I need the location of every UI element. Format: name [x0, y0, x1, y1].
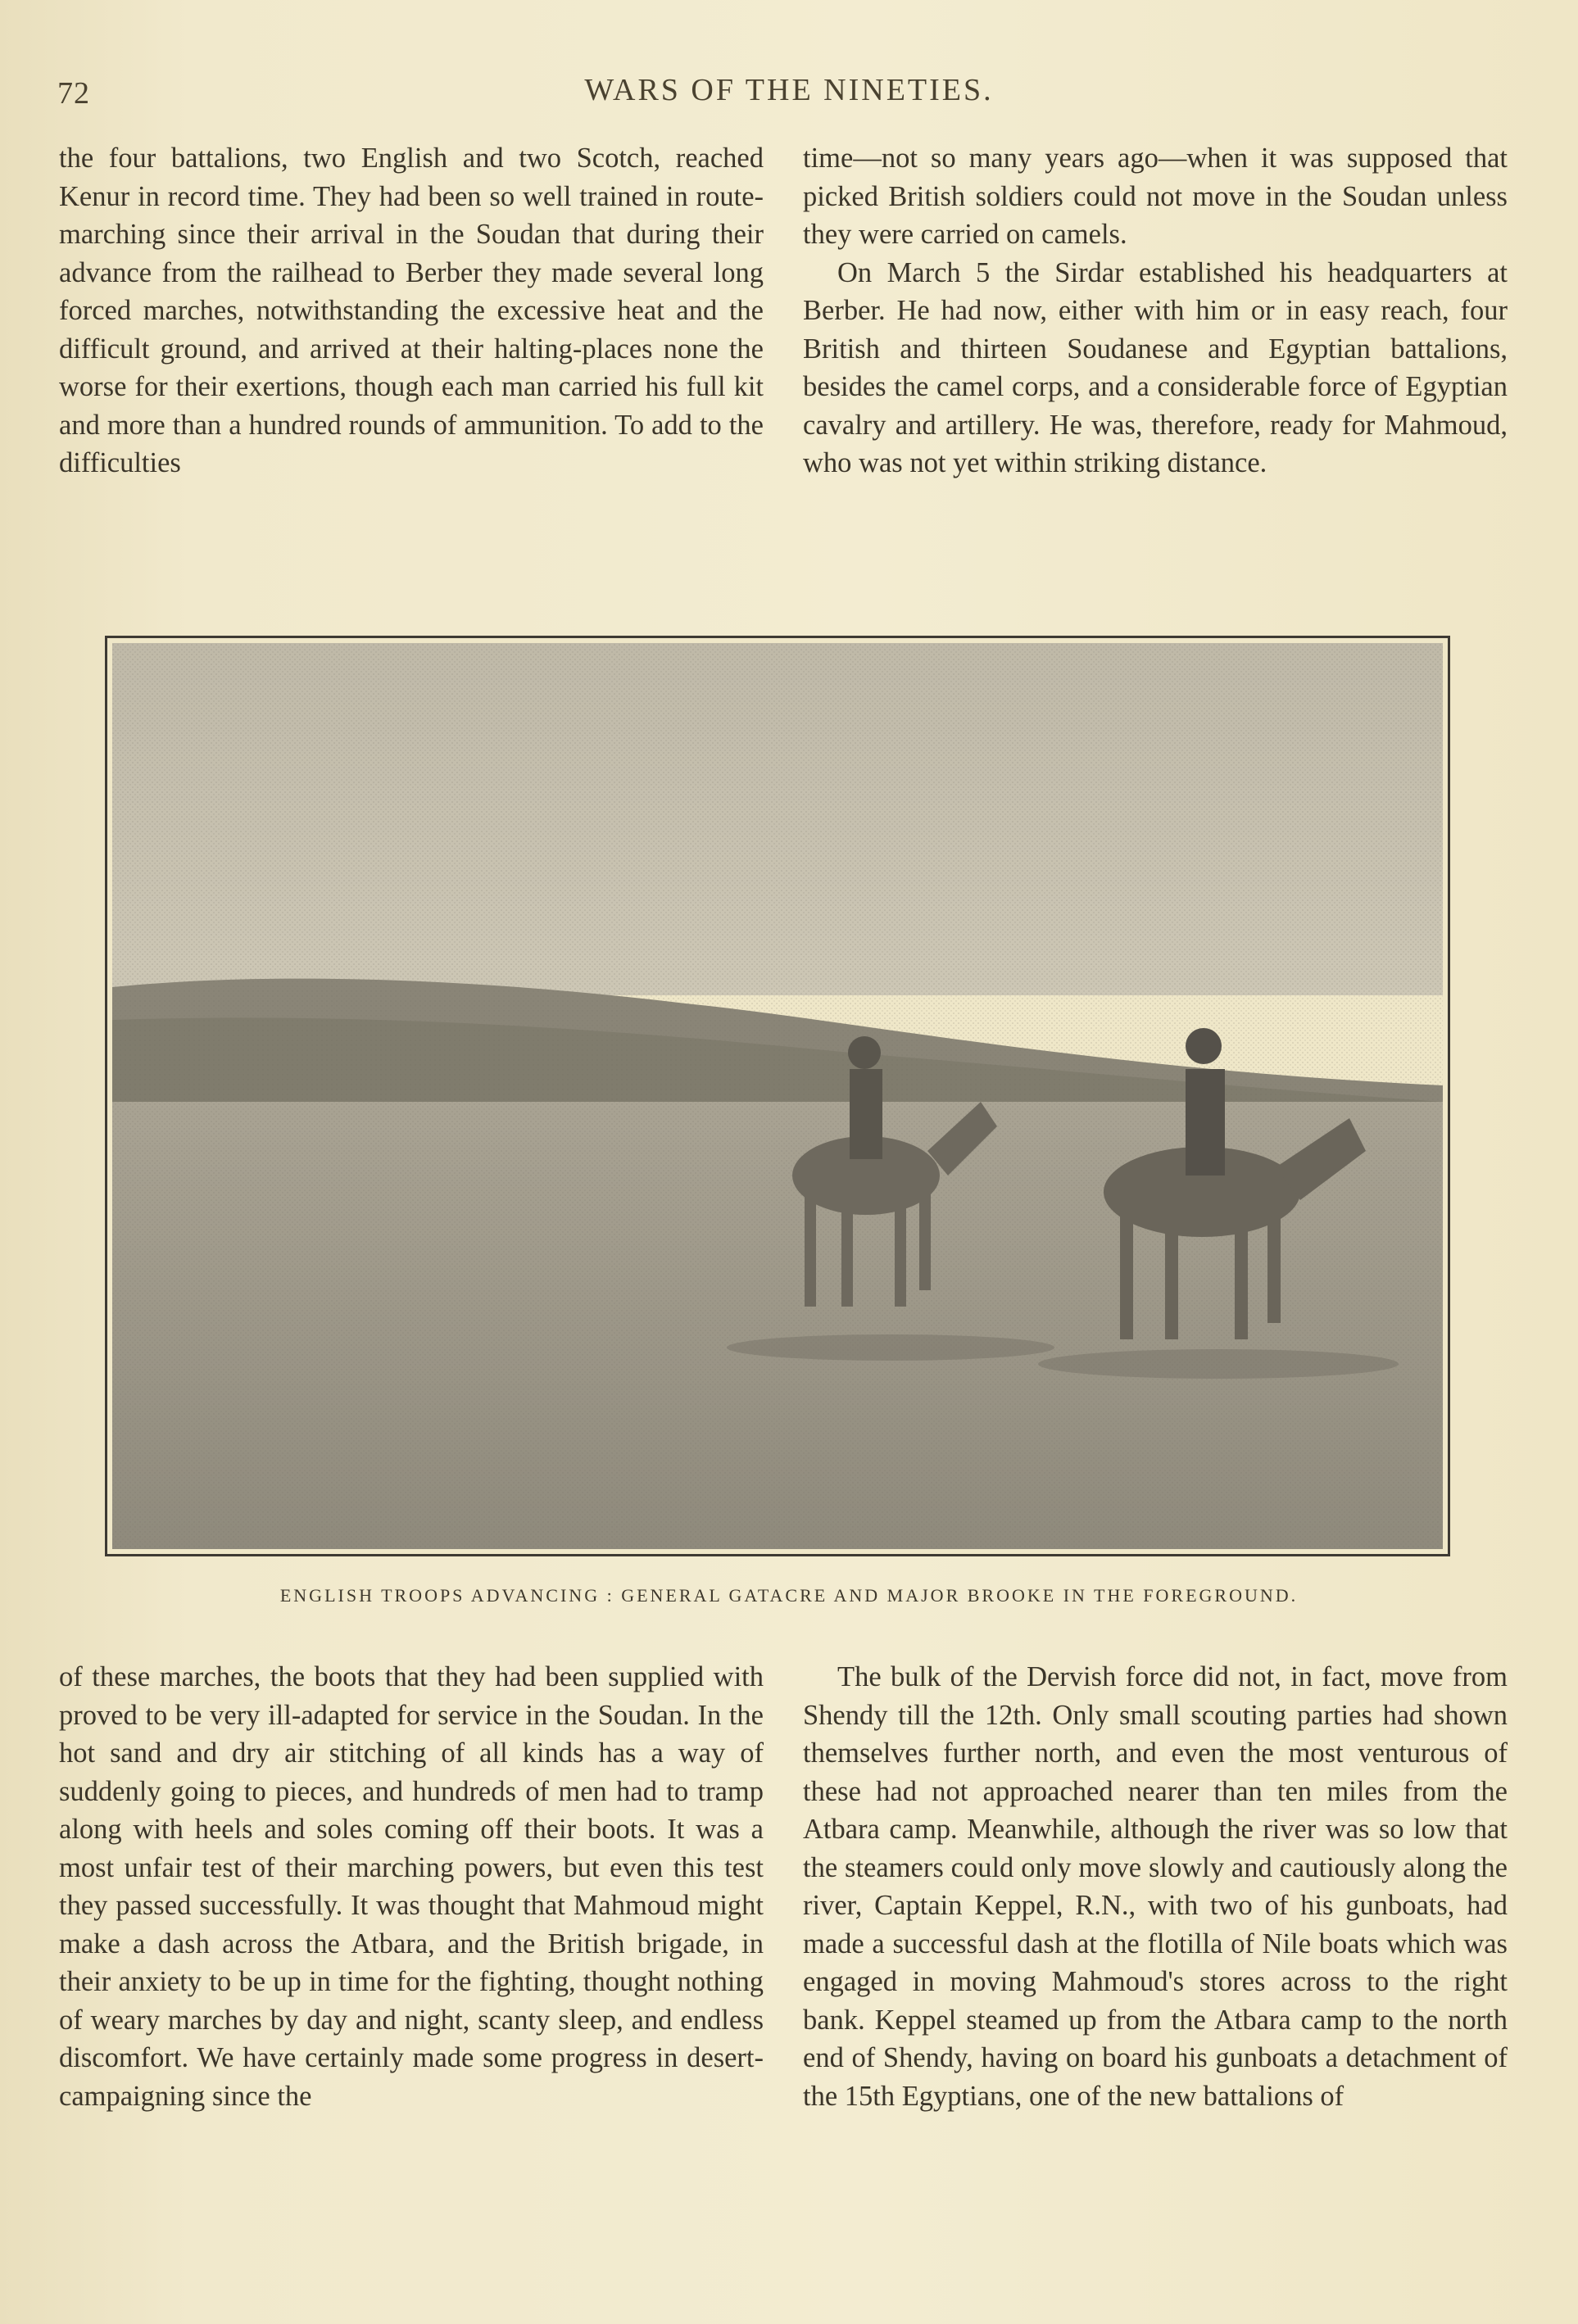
- paragraph: On March 5 the Sirdar established his headquarters at Berber. He had now, either with him or in easy reach, four British and thirteen Soudanese and Egyptian battalions, besides the camel corps, and a considerable force of Egyptian cavalry and artillery. He was, therefore, ready for Mahmoud, who was not yet within striking distance.: [803, 256, 1508, 478]
- bottom-right-column: [803, 1658, 1508, 2115]
- paragraph: of these marches, the boots that they had been supplied with proved to be very ill-adapted for service in the Soudan. In the hot sand and dry air stitching of all kinds has a way of suddenly going to pieces, and hundreds of men had to tramp along with heels and soles coming off their boots. It was a most unfair test of their marching powers, but even this test they passed successfully. It was thought that Mahmoud might make a dash across the Atbara, and the British brigade, in their anxiety to be up in time for the fighting, thought nothing of weary marches by day and night, scanty sleep, and endless discomfort. We have certainly made some progress in desert-campaigning since the: [59, 1661, 764, 2112]
- bottom-left-column: [59, 1658, 764, 2115]
- paragraph: time—not so many years ago—when it was supposed that picked British soldiers could not move in the Soudan unless they were carried on camels.: [803, 143, 1508, 250]
- troops-photograph: [112, 643, 1443, 1549]
- paragraph: the four battalions, two English and two Scotch, reached Kenur in record time. They had been so well trained in route-marching since their arrival in the Soudan that during their advance from the railhead to Berber they made several long forced marches, notwithstanding the excessive heat and the difficult ground, and arrived at their halting-places none the worse for their exertions, though each man carried his full kit and more than a hundred rounds of ammunition. To add to the difficulties: [59, 143, 764, 478]
- figure-caption: ENGLISH TROOPS ADVANCING : GENERAL GATACRE AND MAJOR BROOKE IN THE FOREGROUND.: [279, 1585, 1299, 1606]
- photograph-frame: [105, 636, 1450, 1556]
- page-number: 72: [57, 76, 90, 111]
- running-title: WARS OF THE NINETIES.: [584, 73, 994, 107]
- top-right-column: [803, 139, 1508, 482]
- top-left-column: [59, 139, 764, 482]
- paragraph: The bulk of the Dervish force did not, in fact, move from Shendy till the 12th. Only small scouting parties had shown themselves further north, and even the most venturous of these had not approached nearer than ten miles from the Atbara camp. Meanwhile, although the river was so low that the steamers could only move slowly and cautiously along the river, Captain Keppel, R.N., with two of his gunboats, had made a successful dash at the flotilla of Nile boats which was engaged in moving Mahmoud's stores across to the right bank. Keppel steamed up from the Atbara camp to the north end of Shendy, having on board his gunboats a detachment of the 15th Egyptians, one of the new battalions of: [803, 1661, 1508, 2112]
